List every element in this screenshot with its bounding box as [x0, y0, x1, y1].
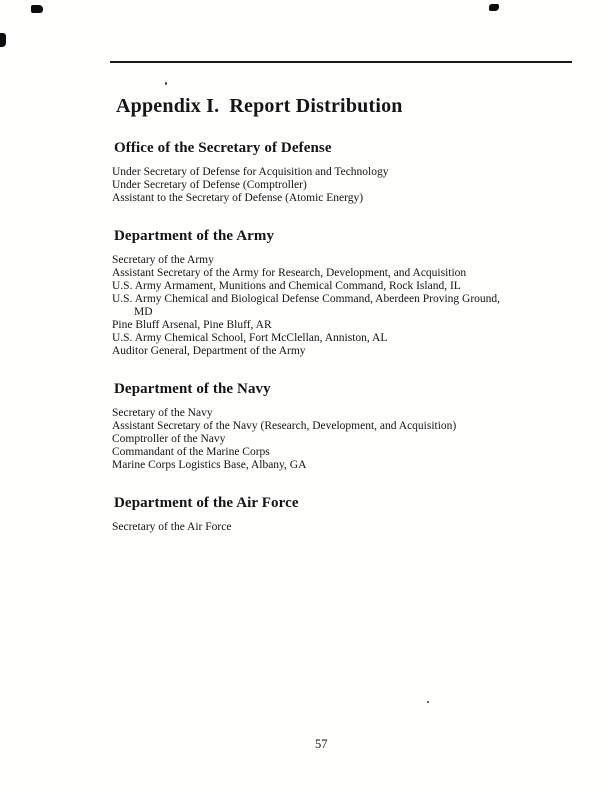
list-item: U.S. Army Chemical and Biological Defense Command, Aberdeen Proving Ground, [112, 293, 501, 305]
section-heading: Department of the Army [114, 228, 275, 244]
title-appendix-label: Appendix I. [116, 95, 220, 117]
list-item-continuation: MD [134, 306, 153, 318]
list-item: Auditor General, Department of the Army [112, 345, 306, 357]
section-office-secretary-defense [112, 140, 574, 205]
section-heading: Department of the Air Force [114, 495, 299, 511]
top-rule [110, 61, 572, 63]
list-item: Pine Bluff Arsenal, Pine Bluff, AR [112, 319, 272, 331]
list-item: Under Secretary of Defense (Comptroller) [112, 179, 307, 191]
list-item: Assistant Secretary of the Navy (Research, Development, and Acquisition) [112, 420, 457, 432]
list-item: U.S. Army Armament, Munitions and Chemical Command, Rock Island, IL [112, 280, 461, 292]
list-item: Commandant of the Marine Corps [112, 446, 270, 458]
section-department-navy [112, 381, 574, 472]
list-item: Marine Corps Logistics Base, Albany, GA [112, 459, 307, 471]
scan-speck [165, 82, 167, 85]
list-item: Under Secretary of Defense for Acquisition and Technology [112, 166, 389, 178]
section-department-army [112, 228, 574, 358]
page-number: 57 [315, 737, 328, 751]
section-department-air-force [112, 495, 574, 534]
list-item: Comptroller of the Navy [112, 433, 226, 445]
title-report-distribution: Report Distribution [229, 95, 403, 117]
list-item: Assistant to the Secretary of Defense (Atomic Energy) [112, 192, 364, 204]
list-item: U.S. Army Chemical School, Fort McClellan, Anniston, AL [112, 332, 388, 344]
scan-speck [427, 701, 429, 703]
section-heading: Department of the Navy [114, 381, 271, 397]
list-item: Assistant Secretary of the Army for Research, Development, and Acquisition [112, 267, 467, 279]
list-item: Secretary of the Army [112, 254, 214, 266]
scan-artifact [489, 4, 499, 11]
list-item: Secretary of the Navy [112, 407, 213, 419]
section-heading: Office of the Secretary of Defense [114, 140, 332, 156]
page-content [112, 95, 574, 534]
page-title [116, 95, 574, 117]
scan-artifact [31, 5, 43, 13]
list-item: Secretary of the Air Force [112, 521, 232, 533]
scan-artifact [0, 33, 6, 47]
